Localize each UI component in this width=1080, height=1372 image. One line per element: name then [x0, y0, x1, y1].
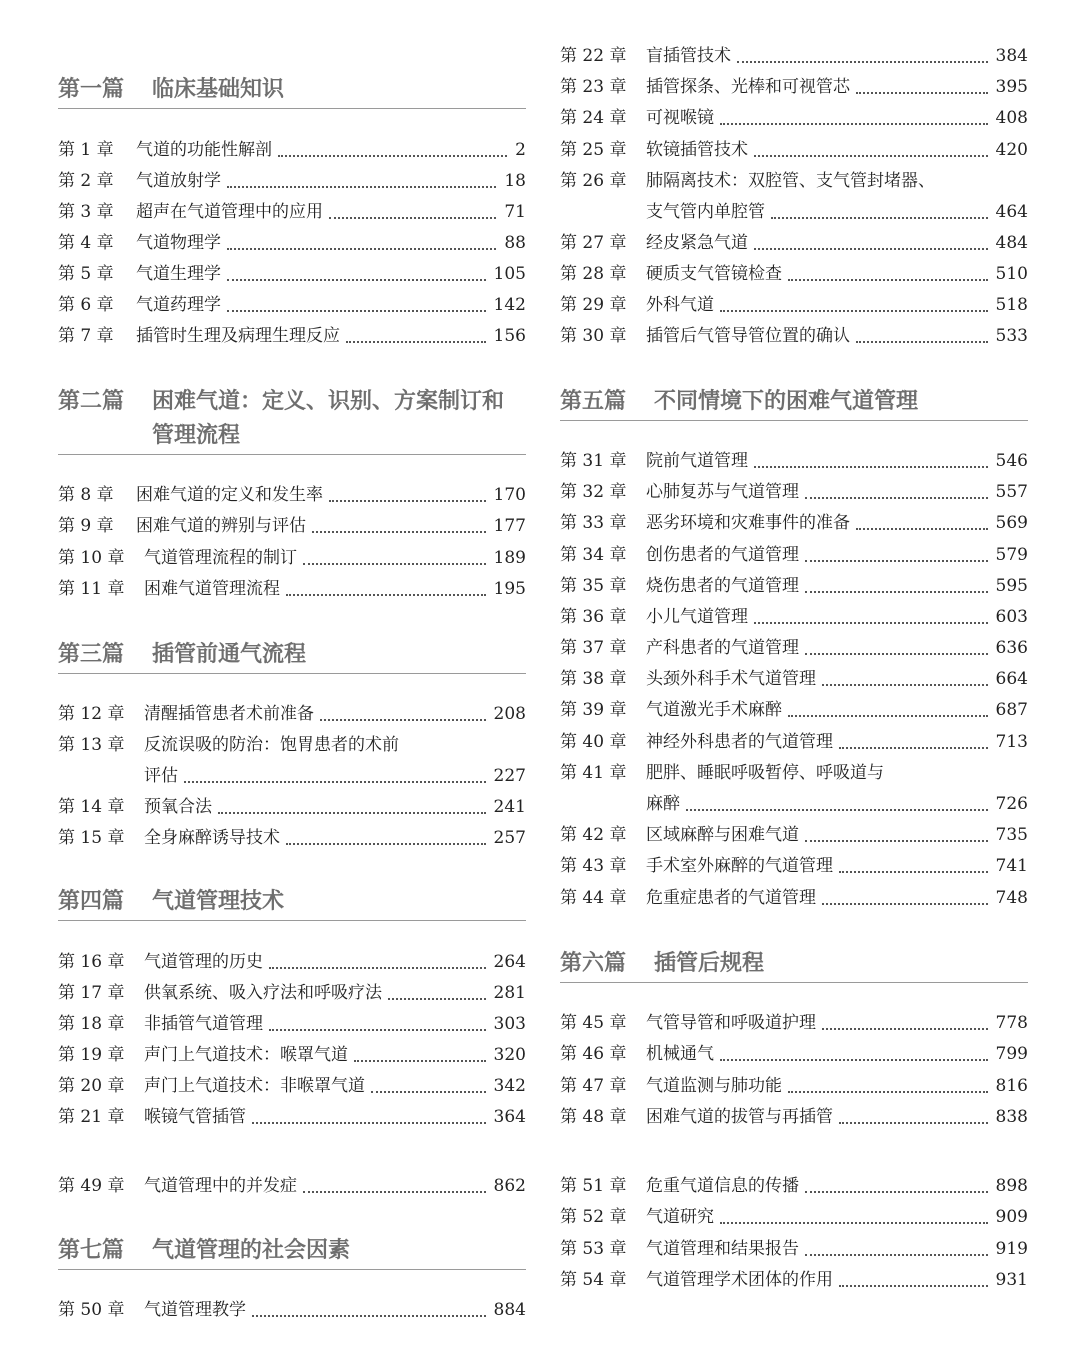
chapter-number: 第 1 章: [58, 140, 114, 160]
dot-leader: [771, 217, 988, 219]
chapter-title: 麻醉: [646, 794, 680, 814]
toc-entry[interactable]: [58, 574, 526, 605]
page-number: 364: [493, 1107, 526, 1127]
dot-leader: [754, 155, 988, 157]
chapter-title: 气道管理学术团体的作用: [646, 1270, 833, 1290]
toc-entry[interactable]: [560, 321, 1028, 352]
dot-leader: [822, 684, 988, 686]
chapter-number: 第 17 章: [58, 983, 125, 1003]
page-number: 533: [995, 326, 1028, 346]
page-number: 281: [493, 983, 526, 1003]
page-number: 510: [995, 264, 1028, 284]
toc-entry[interactable]: [58, 1295, 526, 1326]
chapter-number: 第 19 章: [58, 1045, 125, 1065]
dot-leader: [184, 781, 486, 783]
page-number: 342: [493, 1076, 526, 1096]
dot-leader: [754, 248, 988, 250]
toc-entry[interactable]: [58, 259, 526, 290]
dot-leader: [227, 279, 486, 281]
dot-leader: [856, 92, 988, 94]
toc-entry[interactable]: [560, 540, 1028, 571]
dot-leader: [805, 497, 988, 499]
part-heading: [58, 72, 526, 109]
toc-entry[interactable]: [560, 166, 1028, 197]
part-title: 插管前通气流程: [152, 641, 307, 667]
chapter-title: 气道放射学: [136, 171, 221, 191]
toc-entry[interactable]: [58, 1102, 526, 1133]
chapter-number: 第 6 章: [58, 295, 114, 315]
dot-leader: [737, 61, 988, 63]
toc-entry[interactable]: [58, 1171, 526, 1202]
chapter-title: 气道管理教学: [144, 1300, 246, 1320]
chapter-title: 小儿气道管理: [646, 607, 748, 627]
chapter-title: 困难气道的定义和发生率: [136, 485, 323, 505]
toc-entry[interactable]: [58, 166, 526, 197]
page-number: 2: [515, 140, 526, 160]
dot-leader: [720, 1059, 988, 1061]
page-number: 816: [995, 1076, 1028, 1096]
chapter-number: 第 34 章: [560, 545, 627, 565]
toc-entry[interactable]: [58, 228, 526, 259]
page-number: 557: [995, 482, 1028, 502]
chapter-title: 手术室外麻醉的气道管理: [646, 856, 833, 876]
chapter-title: 气道管理流程的制订: [144, 548, 297, 568]
chapter-number: 第 10 章: [58, 548, 125, 568]
chapter-title: 声门上气道技术：非喉罩气道: [144, 1076, 365, 1096]
dot-leader: [252, 1315, 486, 1317]
toc-entry[interactable]: [560, 228, 1028, 259]
dot-leader: [227, 310, 486, 312]
toc-entry[interactable]: [560, 1202, 1028, 1233]
dot-leader: [354, 1060, 486, 1062]
chapter-number: 第 28 章: [560, 264, 627, 284]
toc-entry[interactable]: [560, 1039, 1028, 1070]
part-label: 第一篇: [58, 76, 125, 102]
dot-leader: [312, 531, 486, 533]
chapter-number: 第 42 章: [560, 825, 627, 845]
toc-entry[interactable]: [560, 1234, 1028, 1265]
chapter-number: 第 48 章: [560, 1107, 627, 1127]
toc-entry[interactable]: [58, 699, 526, 730]
toc-entry[interactable]: [560, 633, 1028, 664]
chapter-title: 肺隔离技术：双腔管、支气管封堵器、: [646, 171, 935, 191]
page-number: 264: [493, 952, 526, 972]
chapter-title: 全身麻醉诱导技术: [144, 828, 280, 848]
chapter-number: 第 49 章: [58, 1176, 125, 1196]
chapter-number: 第 39 章: [560, 700, 627, 720]
toc-entry[interactable]: [58, 1009, 526, 1040]
dot-leader: [788, 715, 988, 717]
chapter-title: 头颈外科手术气道管理: [646, 669, 816, 689]
dot-leader: [286, 594, 486, 596]
page-number: 464: [995, 202, 1028, 222]
chapter-number: 第 52 章: [560, 1207, 627, 1227]
toc-entry[interactable]: [58, 290, 526, 321]
chapter-number: 第 4 章: [58, 233, 114, 253]
toc-entry[interactable]: [560, 72, 1028, 103]
chapter-number: 第 51 章: [560, 1176, 627, 1196]
chapter-number: 第 2 章: [58, 171, 114, 191]
chapter-number: 第 25 章: [560, 140, 627, 160]
chapter-number: 第 53 章: [560, 1239, 627, 1259]
dot-leader: [388, 998, 486, 1000]
toc-entry[interactable]: [58, 197, 526, 228]
page-number: 156: [493, 326, 526, 346]
chapter-number: 第 31 章: [560, 451, 627, 471]
chapter-number: 第 9 章: [58, 516, 114, 536]
chapter-title: 烧伤患者的气道管理: [646, 576, 799, 596]
toc-entry[interactable]: [560, 851, 1028, 882]
dot-leader: [720, 1222, 988, 1224]
chapter-number: 第 14 章: [58, 797, 125, 817]
page-number: 862: [493, 1176, 526, 1196]
page-number: 71: [504, 202, 526, 222]
chapter-title: 气道药理学: [136, 295, 221, 315]
toc-entry[interactable]: [58, 730, 526, 761]
dot-leader: [278, 155, 507, 157]
chapter-title: 超声在气道管理中的应用: [136, 202, 323, 222]
chapter-title: 气道研究: [646, 1207, 714, 1227]
page-number: 595: [995, 576, 1028, 596]
chapter-title: 非插管气道管理: [144, 1014, 263, 1034]
dot-leader: [822, 903, 988, 905]
dot-leader: [754, 622, 988, 624]
page-number: 420: [995, 140, 1028, 160]
dot-leader: [371, 1091, 486, 1093]
chapter-number: 第 26 章: [560, 171, 627, 191]
dot-leader: [839, 1122, 988, 1124]
chapter-title: 肥胖、睡眠呼吸暂停、呼吸道与: [646, 763, 884, 783]
page-number: 713: [995, 732, 1028, 752]
page-number: 664: [995, 669, 1028, 689]
chapter-title: 反流误吸的防治：饱胃患者的术前: [144, 735, 399, 755]
chapter-title: 供氧系统、吸入疗法和呼吸疗法: [144, 983, 382, 1003]
dot-leader: [686, 809, 988, 811]
part-title: 困难气道：定义、识别、方案制订和管理流程: [152, 388, 505, 448]
dot-leader: [805, 653, 988, 655]
chapter-title: 气道生理学: [136, 264, 221, 284]
dot-leader: [269, 1029, 486, 1031]
page-number: 408: [995, 108, 1028, 128]
dot-leader: [788, 279, 988, 281]
part-label: 第三篇: [58, 641, 125, 667]
dot-leader: [805, 1254, 988, 1256]
dot-leader: [788, 1091, 988, 1093]
toc-entry[interactable]: [560, 197, 1028, 228]
chapter-title: 插管后气管导管位置的确认: [646, 326, 850, 346]
chapter-number: 第 47 章: [560, 1076, 627, 1096]
chapter-title: 院前气道管理: [646, 451, 748, 471]
dot-leader: [839, 1285, 988, 1287]
page-number: 384: [995, 46, 1028, 66]
toc-entry[interactable]: [560, 1071, 1028, 1102]
toc-entry[interactable]: [560, 135, 1028, 166]
toc-entry[interactable]: [560, 508, 1028, 539]
chapter-number: 第 5 章: [58, 264, 114, 284]
chapter-number: 第 16 章: [58, 952, 125, 972]
chapter-number: 第 23 章: [560, 77, 627, 97]
page-number: 603: [995, 607, 1028, 627]
dot-leader: [839, 747, 988, 749]
page-number: 105: [493, 264, 526, 284]
page-number: 909: [995, 1207, 1028, 1227]
page-number: 177: [493, 516, 526, 536]
toc-entry[interactable]: [560, 1171, 1028, 1202]
page-number: 636: [995, 638, 1028, 658]
page-number: 931: [995, 1270, 1028, 1290]
page-number: 320: [493, 1045, 526, 1065]
part-title: 插管后规程: [654, 950, 765, 976]
toc-entry[interactable]: [560, 602, 1028, 633]
page-number: 484: [995, 233, 1028, 253]
dot-leader: [805, 840, 988, 842]
toc-entry[interactable]: [58, 480, 526, 511]
page-number: 170: [493, 485, 526, 505]
dot-leader: [320, 719, 486, 721]
page-number: 778: [995, 1013, 1028, 1033]
page-number: 518: [995, 295, 1028, 315]
page-number: 142: [493, 295, 526, 315]
chapter-number: 第 29 章: [560, 295, 627, 315]
chapter-number: 第 36 章: [560, 607, 627, 627]
chapter-title: 困难气道的辨别与评估: [136, 516, 306, 536]
toc-entry[interactable]: [560, 477, 1028, 508]
toc-entry[interactable]: [560, 1102, 1028, 1133]
chapter-title: 气道管理和结果报告: [646, 1239, 799, 1259]
chapter-title: 危重症患者的气道管理: [646, 888, 816, 908]
toc-entry[interactable]: [58, 947, 526, 978]
chapter-number: 第 38 章: [560, 669, 627, 689]
toc-entry[interactable]: [58, 321, 526, 352]
dot-leader: [822, 1028, 988, 1030]
toc-entry[interactable]: [58, 978, 526, 1009]
toc-entry[interactable]: [58, 1040, 526, 1071]
dot-leader: [269, 967, 486, 969]
part-label: 第六篇: [560, 950, 627, 976]
chapter-number: 第 41 章: [560, 763, 627, 783]
page-number: 741: [995, 856, 1028, 876]
chapter-number: 第 24 章: [560, 108, 627, 128]
toc-entry[interactable]: [58, 543, 526, 574]
chapter-title: 产科患者的气道管理: [646, 638, 799, 658]
chapter-title: 声门上气道技术：喉罩气道: [144, 1045, 348, 1065]
dot-leader: [720, 310, 988, 312]
part-heading: [58, 637, 526, 674]
dot-leader: [303, 563, 486, 565]
chapter-title: 神经外科患者的气道管理: [646, 732, 833, 752]
toc-entry[interactable]: [560, 820, 1028, 851]
chapter-number: 第 43 章: [560, 856, 627, 876]
chapter-title: 气道的功能性解剖: [136, 140, 272, 160]
chapter-number: 第 22 章: [560, 46, 627, 66]
page-number: 687: [995, 700, 1028, 720]
toc-entry[interactable]: [560, 758, 1028, 789]
dot-leader: [856, 528, 988, 530]
chapter-title: 硬质支气管镜检查: [646, 264, 782, 284]
dot-leader: [805, 1191, 988, 1193]
chapter-number: 第 46 章: [560, 1044, 627, 1064]
toc-entry[interactable]: [560, 727, 1028, 758]
toc-entry[interactable]: [58, 511, 526, 542]
chapter-title: 气道监测与肺功能: [646, 1076, 782, 1096]
chapter-number: 第 12 章: [58, 704, 125, 724]
page-number: 195: [493, 579, 526, 599]
toc-entry[interactable]: [58, 792, 526, 823]
chapter-title: 评估: [144, 766, 178, 786]
page-number: 189: [493, 548, 526, 568]
part-heading: [560, 946, 1028, 983]
chapter-number: 第 30 章: [560, 326, 627, 346]
chapter-title: 困难气道的拔管与再插管: [646, 1107, 833, 1127]
dot-leader: [856, 341, 988, 343]
chapter-title: 气道激光手术麻醉: [646, 700, 782, 720]
chapter-number: 第 8 章: [58, 485, 114, 505]
dot-leader: [227, 248, 496, 250]
toc-entry[interactable]: [560, 290, 1028, 321]
page-number: 395: [995, 77, 1028, 97]
page-number: 18: [504, 171, 526, 191]
chapter-title: 气道管理的历史: [144, 952, 263, 972]
page-number: 726: [995, 794, 1028, 814]
chapter-title: 恶劣环境和灾难事件的准备: [646, 513, 850, 533]
part-title: 气道管理技术: [152, 888, 285, 914]
page-number: 735: [995, 825, 1028, 845]
toc-entry[interactable]: [560, 789, 1028, 820]
part-heading: [560, 384, 1028, 421]
dot-leader: [329, 217, 496, 219]
chapter-title: 插管探条、光棒和可视管芯: [646, 77, 850, 97]
toc-entry[interactable]: [58, 135, 526, 166]
page-number: 919: [995, 1239, 1028, 1259]
chapter-title: 清醒插管患者术前准备: [144, 704, 314, 724]
page-number: 241: [493, 797, 526, 817]
chapter-number: 第 13 章: [58, 735, 125, 755]
part-heading: [58, 884, 526, 921]
page-number: 799: [995, 1044, 1028, 1064]
chapter-title: 创伤患者的气道管理: [646, 545, 799, 565]
chapter-number: 第 3 章: [58, 202, 114, 222]
part-label: 第五篇: [560, 388, 627, 414]
toc-entry[interactable]: [560, 571, 1028, 602]
dot-leader: [839, 871, 988, 873]
toc-entry[interactable]: [560, 883, 1028, 914]
chapter-title: 支气管内单腔管: [646, 202, 765, 222]
chapter-number: 第 54 章: [560, 1270, 627, 1290]
chapter-title: 气道管理中的并发症: [144, 1176, 297, 1196]
toc-entry[interactable]: [58, 823, 526, 854]
page-number: 838: [995, 1107, 1028, 1127]
chapter-number: 第 7 章: [58, 326, 114, 346]
dot-leader: [805, 560, 988, 562]
toc-entry[interactable]: [560, 259, 1028, 290]
dot-leader: [720, 123, 988, 125]
chapter-title: 插管时生理及病理生理反应: [136, 326, 340, 346]
chapter-number: 第 21 章: [58, 1107, 125, 1127]
toc-entry[interactable]: [560, 446, 1028, 477]
dot-leader: [218, 812, 486, 814]
toc-entry[interactable]: [560, 1008, 1028, 1039]
dot-leader: [286, 843, 486, 845]
part-label: 第七篇: [58, 1237, 125, 1263]
part-heading: [58, 1233, 526, 1270]
chapter-number: 第 50 章: [58, 1300, 125, 1320]
part-heading: [58, 384, 526, 455]
dot-leader: [805, 591, 988, 593]
chapter-number: 第 27 章: [560, 233, 627, 253]
page-number: 227: [493, 766, 526, 786]
toc-entry[interactable]: [560, 103, 1028, 134]
part-title: 临床基础知识: [152, 76, 285, 102]
dot-leader: [252, 1122, 486, 1124]
page-number: 88: [504, 233, 526, 253]
chapter-number: 第 44 章: [560, 888, 627, 908]
page-number: 303: [493, 1014, 526, 1034]
toc-entry[interactable]: [560, 41, 1028, 72]
chapter-title: 喉镜气管插管: [144, 1107, 246, 1127]
chapter-number: 第 33 章: [560, 513, 627, 533]
chapter-title: 心肺复苏与气道管理: [646, 482, 799, 502]
page-number: 748: [995, 888, 1028, 908]
chapter-title: 外科气道: [646, 295, 714, 315]
chapter-title: 气道物理学: [136, 233, 221, 253]
page-number: 257: [493, 828, 526, 848]
chapter-number: 第 37 章: [560, 638, 627, 658]
page-number: 546: [995, 451, 1028, 471]
chapter-number: 第 11 章: [58, 579, 125, 599]
dot-leader: [754, 466, 988, 468]
chapter-title: 盲插管技术: [646, 46, 731, 66]
chapter-title: 机械通气: [646, 1044, 714, 1064]
page-number: 579: [995, 545, 1028, 565]
dot-leader: [227, 186, 496, 188]
page-number: 208: [493, 704, 526, 724]
dot-leader: [329, 500, 486, 502]
part-label: 第二篇: [58, 388, 125, 414]
dot-leader: [346, 341, 486, 343]
chapter-number: 第 32 章: [560, 482, 627, 502]
part-title: 不同情境下的困难气道管理: [654, 388, 919, 414]
chapter-title: 危重气道信息的传播: [646, 1176, 799, 1196]
toc-entry[interactable]: [560, 1265, 1028, 1296]
chapter-title: 可视喉镜: [646, 108, 714, 128]
page-number: 569: [995, 513, 1028, 533]
chapter-title: 软镜插管技术: [646, 140, 748, 160]
part-label: 第四篇: [58, 888, 125, 914]
toc-entry[interactable]: [560, 664, 1028, 695]
chapter-title: 区域麻醉与困难气道: [646, 825, 799, 845]
chapter-title: 困难气道管理流程: [144, 579, 280, 599]
chapter-title: 气管导管和呼吸道护理: [646, 1013, 816, 1033]
chapter-number: 第 35 章: [560, 576, 627, 596]
dot-leader: [303, 1191, 486, 1193]
page-number: 898: [995, 1176, 1028, 1196]
chapter-number: 第 15 章: [58, 828, 125, 848]
part-title: 气道管理的社会因素: [152, 1237, 351, 1263]
chapter-title: 经皮紧急气道: [646, 233, 748, 253]
toc-entry[interactable]: [58, 761, 526, 792]
page-number: 884: [493, 1300, 526, 1320]
chapter-title: 预氧合法: [144, 797, 212, 817]
toc-entry[interactable]: [560, 695, 1028, 726]
toc-entry[interactable]: [58, 1071, 526, 1102]
chapter-number: 第 18 章: [58, 1014, 125, 1034]
chapter-number: 第 40 章: [560, 732, 627, 752]
chapter-number: 第 45 章: [560, 1013, 627, 1033]
chapter-number: 第 20 章: [58, 1076, 125, 1096]
